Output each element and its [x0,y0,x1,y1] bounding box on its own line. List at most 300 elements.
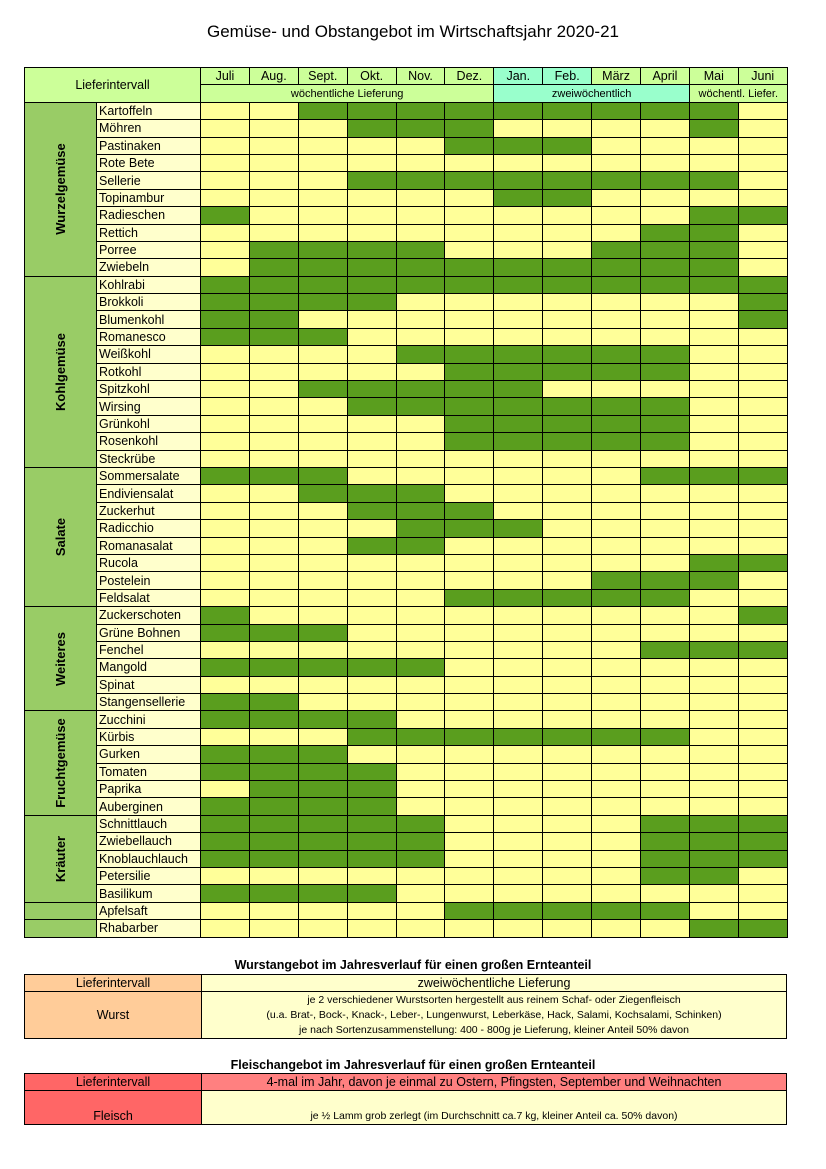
availability-cell-unavailable [249,867,298,884]
availability-cell-unavailable [347,624,396,641]
table-row [25,276,788,293]
wurst-interval-label: Lieferintervall [25,975,202,992]
availability-cell-available [396,502,445,519]
availability-cell-unavailable [543,154,592,171]
availability-cell-available [347,502,396,519]
availability-cell-unavailable [738,433,787,450]
availability-cell-unavailable [738,259,787,276]
table-row [25,833,788,850]
wurst-interval-value: zweiwöchentliche Lieferung [202,975,787,992]
availability-cell-unavailable [494,885,543,902]
availability-cell-unavailable [641,137,690,154]
availability-cell-unavailable [494,711,543,728]
availability-cell-unavailable [445,815,494,832]
table-row [25,346,788,363]
table-row [25,415,788,432]
availability-cell-unavailable [347,554,396,571]
availability-cell-unavailable [298,398,347,415]
availability-cell-unavailable [201,189,250,206]
availability-cell-available [689,572,738,589]
availability-cell-unavailable [396,694,445,711]
availability-cell-unavailable [592,311,641,328]
availability-cell-available [543,589,592,606]
availability-cell-unavailable [738,154,787,171]
vegetable-rows [25,102,788,937]
availability-cell-available [641,102,690,119]
availability-cell-unavailable [298,172,347,189]
availability-cell-unavailable [445,833,494,850]
availability-cell-unavailable [543,450,592,467]
availability-cell-unavailable [298,902,347,919]
availability-cell-unavailable [543,781,592,798]
availability-cell-unavailable [494,798,543,815]
month-header: Dez. [445,68,494,85]
availability-cell-unavailable [689,711,738,728]
availability-cell-unavailable [689,624,738,641]
availability-cell-unavailable [689,781,738,798]
availability-cell-unavailable [445,224,494,241]
availability-cell-unavailable [298,728,347,745]
availability-cell-unavailable [494,659,543,676]
month-header: Juni [738,68,787,85]
availability-cell-available [445,346,494,363]
wurst-line: je nach Sortenzusammenstellung: 400 - 800g je Lieferung, kleiner Anteil 50% davon [299,1023,689,1036]
table-row [25,207,788,224]
table-row [25,120,788,137]
table-row [25,398,788,415]
availability-cell-unavailable [641,676,690,693]
availability-cell-unavailable [738,120,787,137]
availability-cell-unavailable [298,120,347,137]
availability-cell-unavailable [543,694,592,711]
availability-cell-unavailable [396,798,445,815]
produce-name: Möhren [97,120,201,137]
availability-cell-unavailable [543,920,592,937]
availability-cell-available [249,781,298,798]
availability-cell-available [249,763,298,780]
availability-cell-unavailable [249,346,298,363]
availability-cell-unavailable [738,363,787,380]
availability-cell-available [249,746,298,763]
table-row [25,711,788,728]
availability-cell-unavailable [347,346,396,363]
availability-cell-unavailable [298,433,347,450]
availability-cell-available [249,659,298,676]
group-label [25,467,97,606]
availability-cell-unavailable [298,450,347,467]
availability-cell-unavailable [494,328,543,345]
availability-cell-unavailable [641,189,690,206]
availability-cell-unavailable [249,676,298,693]
availability-cell-unavailable [445,798,494,815]
availability-cell-unavailable [396,641,445,658]
availability-cell-unavailable [298,363,347,380]
table-row [25,781,788,798]
availability-cell-unavailable [396,624,445,641]
availability-cell-unavailable [201,867,250,884]
table-row [25,676,788,693]
table-row [25,624,788,641]
availability-cell-available [445,902,494,919]
availability-cell-unavailable [641,154,690,171]
availability-cell-unavailable [689,415,738,432]
availability-cell-unavailable [641,798,690,815]
availability-cell-unavailable [445,676,494,693]
wurst-table [24,974,787,1039]
availability-cell-available [543,102,592,119]
availability-cell-unavailable [494,920,543,937]
availability-cell-unavailable [249,363,298,380]
availability-cell-available [641,363,690,380]
availability-cell-unavailable [347,450,396,467]
availability-cell-unavailable [494,763,543,780]
availability-cell-unavailable [592,920,641,937]
availability-cell-unavailable [298,867,347,884]
fleisch-title: Fleischangebot im Jahresverlauf für einen großen Ernteanteil [230,1058,596,1072]
page-title: Gemüse- und Obstangebot im Wirtschaftsjahr 2020-21 [207,22,619,41]
availability-cell-unavailable [445,450,494,467]
availability-cell-available [641,346,690,363]
availability-cell-unavailable [347,641,396,658]
availability-cell-available [689,833,738,850]
availability-cell-unavailable [689,659,738,676]
availability-cell-available [201,467,250,484]
availability-cell-available [249,241,298,258]
table-row [25,259,788,276]
availability-cell-available [396,815,445,832]
produce-name: Weißkohl [97,346,201,363]
table-row [25,572,788,589]
availability-cell-unavailable [641,120,690,137]
availability-cell-available [738,607,787,624]
availability-cell-unavailable [641,746,690,763]
availability-cell-available [298,259,347,276]
availability-cell-unavailable [494,554,543,571]
availability-cell-unavailable [689,902,738,919]
availability-cell-unavailable [249,902,298,919]
availability-cell-available [738,207,787,224]
availability-cell-available [445,172,494,189]
availability-cell-available [641,224,690,241]
availability-cell-unavailable [396,920,445,937]
group-label [25,607,97,711]
availability-cell-unavailable [494,867,543,884]
availability-cell-unavailable [396,676,445,693]
availability-cell-available [641,867,690,884]
availability-cell-unavailable [298,224,347,241]
availability-cell-unavailable [689,137,738,154]
availability-cell-available [396,102,445,119]
availability-cell-unavailable [689,328,738,345]
availability-cell-unavailable [543,867,592,884]
availability-cell-available [494,363,543,380]
availability-cell-unavailable [689,520,738,537]
availability-cell-unavailable [543,328,592,345]
availability-cell-available [347,259,396,276]
availability-cell-unavailable [592,885,641,902]
availability-cell-unavailable [347,572,396,589]
availability-cell-unavailable [641,763,690,780]
produce-name: Mangold [97,659,201,676]
availability-cell-unavailable [347,920,396,937]
availability-cell-unavailable [445,241,494,258]
availability-cell-unavailable [201,728,250,745]
availability-cell-unavailable [689,381,738,398]
availability-cell-unavailable [543,311,592,328]
availability-cell-available [201,798,250,815]
availability-cell-unavailable [396,554,445,571]
availability-cell-available [249,467,298,484]
availability-cell-unavailable [494,450,543,467]
availability-cell-unavailable [494,485,543,502]
availability-cell-available [641,589,690,606]
availability-cell-available [347,172,396,189]
availability-cell-available [249,259,298,276]
availability-cell-unavailable [641,311,690,328]
availability-cell-available [201,763,250,780]
availability-cell-unavailable [347,415,396,432]
availability-cell-available [347,537,396,554]
availability-cell-available [689,850,738,867]
availability-cell-available [347,798,396,815]
availability-cell-available [249,885,298,902]
availability-cell-available [641,728,690,745]
availability-cell-available [347,485,396,502]
availability-cell-unavailable [592,781,641,798]
availability-cell-unavailable [592,189,641,206]
availability-cell-available [347,276,396,293]
availability-cell-available [738,833,787,850]
table-row [25,537,788,554]
availability-cell-unavailable [494,641,543,658]
availability-cell-available [298,276,347,293]
availability-cell-unavailable [445,867,494,884]
table-row [25,798,788,815]
availability-cell-unavailable [249,120,298,137]
availability-cell-available [738,815,787,832]
availability-cell-unavailable [689,885,738,902]
availability-cell-unavailable [689,589,738,606]
availability-cell-unavailable [543,485,592,502]
availability-cell-available [249,328,298,345]
availability-cell-unavailable [249,607,298,624]
produce-name: Grünkohl [97,415,201,432]
availability-cell-unavailable [201,154,250,171]
availability-cell-unavailable [738,711,787,728]
availability-cell-available [445,276,494,293]
availability-cell-available [494,398,543,415]
availability-cell-unavailable [641,381,690,398]
availability-cell-unavailable [249,189,298,206]
availability-cell-available [543,189,592,206]
month-header: Okt. [347,68,396,85]
availability-cell-unavailable [201,102,250,119]
availability-cell-unavailable [738,502,787,519]
fleisch-description: je ½ Lamm grob zerlegt (im Durchschnitt ca.7 kg, kleiner Anteil ca. 50% davon) [202,1091,787,1125]
availability-cell-unavailable [298,154,347,171]
availability-cell-unavailable [445,294,494,311]
availability-cell-available [592,728,641,745]
availability-cell-available [347,711,396,728]
availability-cell-unavailable [347,676,396,693]
availability-cell-available [689,102,738,119]
availability-cell-available [298,815,347,832]
availability-cell-unavailable [543,224,592,241]
availability-cell-unavailable [298,207,347,224]
produce-name: Petersilie [97,867,201,884]
availability-cell-unavailable [445,885,494,902]
month-header-row [25,68,788,85]
availability-cell-available [347,781,396,798]
availability-cell-available [347,885,396,902]
availability-cell-unavailable [249,537,298,554]
availability-cell-unavailable [641,920,690,937]
availability-cell-available [201,659,250,676]
availability-cell-unavailable [738,224,787,241]
produce-name: Tomaten [97,763,201,780]
availability-cell-unavailable [592,641,641,658]
month-header: Sept. [298,68,347,85]
produce-name: Apfelsaft [97,902,201,919]
availability-cell-available [689,172,738,189]
availability-cell-unavailable [249,415,298,432]
availability-cell-unavailable [689,746,738,763]
produce-name: Zuckerschoten [97,607,201,624]
availability-cell-unavailable [249,485,298,502]
availability-cell-unavailable [641,624,690,641]
availability-cell-available [641,433,690,450]
availability-cell-available [689,920,738,937]
availability-cell-unavailable [347,589,396,606]
availability-cell-unavailable [347,694,396,711]
availability-cell-unavailable [494,120,543,137]
availability-cell-unavailable [641,328,690,345]
availability-cell-unavailable [445,485,494,502]
availability-cell-unavailable [347,867,396,884]
availability-cell-available [249,711,298,728]
availability-cell-unavailable [396,711,445,728]
table-row [25,467,788,484]
availability-cell-unavailable [298,311,347,328]
availability-cell-unavailable [249,589,298,606]
fleisch-table [24,1073,787,1125]
availability-cell-available [201,815,250,832]
availability-cell-available [347,381,396,398]
produce-name: Rettich [97,224,201,241]
interval-weekly: wöchentliche Lieferung [201,85,494,102]
availability-cell-unavailable [396,154,445,171]
availability-cell-unavailable [543,850,592,867]
produce-name: Kartoffeln [97,102,201,119]
availability-cell-available [249,694,298,711]
availability-cell-available [592,102,641,119]
table-row [25,885,788,902]
availability-cell-available [396,398,445,415]
availability-cell-unavailable [494,781,543,798]
availability-cell-unavailable [592,467,641,484]
availability-cell-unavailable [201,537,250,554]
availability-cell-available [249,850,298,867]
produce-name: Spitzkohl [97,381,201,398]
availability-cell-unavailable [738,746,787,763]
produce-name: Kürbis [97,728,201,745]
availability-cell-unavailable [689,607,738,624]
availability-cell-available [738,311,787,328]
availability-cell-available [201,694,250,711]
availability-cell-available [689,241,738,258]
table-row [25,850,788,867]
availability-cell-available [201,276,250,293]
availability-cell-unavailable [494,241,543,258]
availability-cell-unavailable [445,572,494,589]
group-label-text: Fruchtgemüse [52,718,68,808]
availability-cell-unavailable [445,467,494,484]
availability-cell-unavailable [396,294,445,311]
availability-cell-unavailable [641,885,690,902]
table-row [25,172,788,189]
group-label [25,815,97,902]
group-label [25,102,97,276]
availability-cell-available [494,259,543,276]
availability-cell-available [641,398,690,415]
availability-cell-available [494,346,543,363]
availability-cell-available [249,311,298,328]
availability-cell-unavailable [249,520,298,537]
availability-cell-available [298,381,347,398]
availability-cell-unavailable [543,815,592,832]
availability-cell-unavailable [249,172,298,189]
availability-cell-available [396,120,445,137]
availability-cell-unavailable [543,207,592,224]
availability-cell-unavailable [592,502,641,519]
produce-name: Zucchini [97,711,201,728]
availability-cell-unavailable [641,502,690,519]
fleisch-interval-value: 4-mal im Jahr, davon je einmal zu Ostern, Pfingsten, September und Weihnachten [202,1074,787,1091]
produce-name: Paprika [97,781,201,798]
availability-cell-available [641,276,690,293]
availability-cell-available [592,572,641,589]
availability-cell-available [592,589,641,606]
availability-cell-available [347,294,396,311]
interval-biweekly: zweiwöchentlich [494,85,690,102]
availability-cell-available [298,328,347,345]
availability-cell-available [543,415,592,432]
availability-cell-available [445,415,494,432]
availability-cell-available [445,381,494,398]
wurst-line: je 2 verschiedener Wurstsorten hergestellt aus reinem Schaf- oder Ziegenfleisch [307,993,681,1006]
availability-cell-available [298,885,347,902]
availability-cell-unavailable [543,294,592,311]
availability-cell-available [201,624,250,641]
table-row [25,311,788,328]
availability-cell-unavailable [396,137,445,154]
table-row [25,815,788,832]
table-row [25,137,788,154]
produce-name: Schnittlauch [97,815,201,832]
availability-cell-unavailable [543,624,592,641]
availability-cell-unavailable [396,328,445,345]
table-row [25,659,788,676]
availability-cell-available [543,728,592,745]
availability-cell-unavailable [738,902,787,919]
availability-cell-unavailable [347,207,396,224]
group-label-text: Salate [52,517,68,557]
produce-name: Sellerie [97,172,201,189]
availability-cell-unavailable [396,363,445,380]
availability-cell-available [298,798,347,815]
availability-cell-unavailable [738,624,787,641]
availability-cell-unavailable [201,363,250,380]
